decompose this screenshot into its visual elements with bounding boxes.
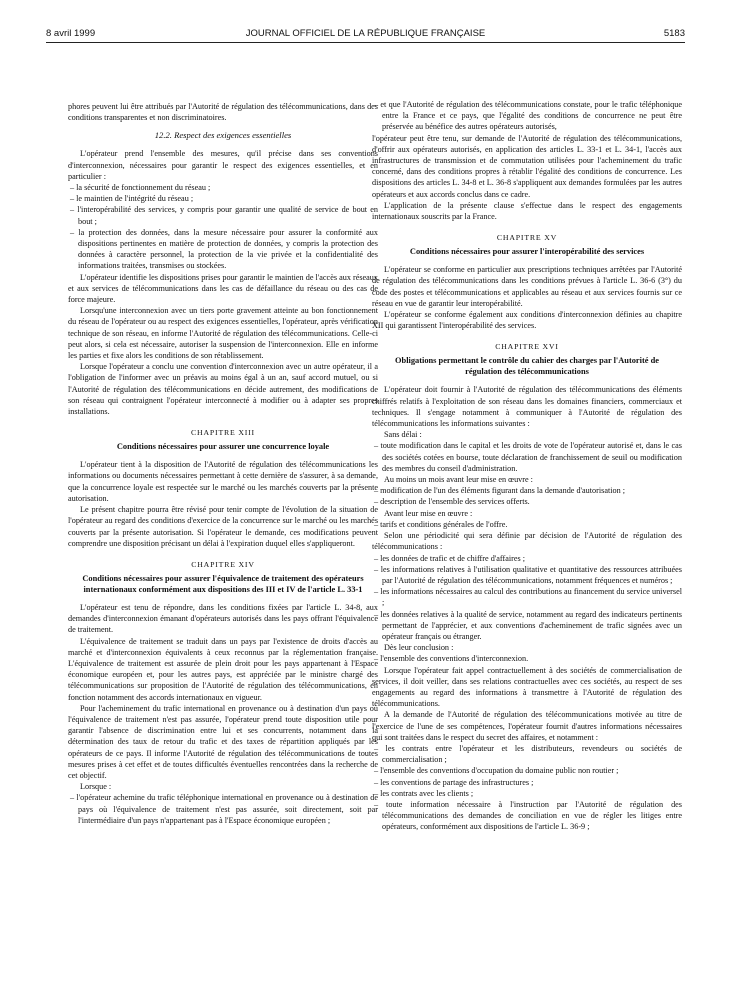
list-item: – la sécurité de fonctionnement du réseau ; (70, 183, 211, 193)
page-number: 5183 (663, 28, 685, 39)
list-item: – la protection des données, dans la mesure nécessaire pour assurer la conformité aux dispositions pertinentes en matière de protection de données, y compris la protection des données à caractère personnel, la protection de la vie privée et la confidentialité des informations traitées, transmises ou stockées. (70, 227, 378, 271)
chapter-title: Conditions nécessaires pour assurer l'interopérabilité des services (409, 247, 645, 257)
header-rule (46, 42, 685, 43)
list-item: – toute modification dans le capital et les droits de vote de l'opérateur autorisé et, dans le cas des sociétés cotées en bourse, toute déclaration de franchissement de seuil ou modification des membres du conseil d'administration. (374, 441, 682, 473)
paragraph: L'application de la présente clause s'effectue dans le respect des engagements internationaux souscrits par la France. (372, 200, 682, 222)
list-item: – modification de l'un des éléments figurant dans la demande d'autorisation ; (374, 486, 626, 496)
chapter-heading: CHAPITRE XVI (495, 342, 559, 352)
list-item: – description de l'ensemble des services offerts. (374, 497, 530, 507)
paragraph: Lorsque l'opérateur a conclu une convention d'interconnexion avec un autre opérateur, il a l'obligation de l'informer avec un préavis au moins égal à un an, sauf accord mutuel, ou si l'Autorité de régulation des télécommunications en décide autrement, des modifications de son réseau qui contraignent l'opérateur interconnecté à modifier ou à adapter ses propres installations. (68, 362, 378, 417)
list-item: – les contrats avec les clients ; (374, 788, 474, 798)
paragraph: Dès leur conclusion : (384, 643, 454, 653)
paragraph: phores peuvent lui être attribués par l'Autorité de régulation des télécommunications, dans des conditions transparentes et non discriminatoires. (68, 102, 378, 123)
list-item: – toute information nécessaire à l'instruction par l'Autorité de régulation des télécommunications des demandes de conciliation en vue de régler les litiges entre opérateurs, conformément aux dispositions de l'article L. 36-9 ; (374, 799, 682, 832)
paragraph: L'équivalence de traitement se traduit dans un pays par l'existence de droits d'accès au marché et d'interconnexion équivalents à ceux reconnus par la réglementation française. L'équivalence de traitement est assurée de plein droit pour les pays appartenant à l'Espace économique européen et, pour les autres pays, est appréciée par le ministre chargé des télécommunications sur proposition de l'Autorité de régulation des télécommunications, en fonction notamment des accords internationaux en vigueur. (68, 636, 378, 702)
paragraph: L'opérateur doit fournir à l'Autorité de régulation des télécommunications des éléments chiffrés relatifs à l'exploitation de son réseau dans les domaines financiers, commerciaux et techniques. Il s'engage notamment à communiquer à l'Autorité de régulation des télécommunications les informations suivantes : (372, 385, 682, 429)
list-item: – les conventions de partage des infrastructures ; (374, 777, 534, 787)
paragraph: Le présent chapitre pourra être révisé pour tenir compte de l'évolution de la situation de l'opérateur au regard des conditions d'exercice de la concurrence sur le marché ou les marchés couverts par la présente autorisation. Si l'opérateur le demande, ces modifications peuvent comprendre une disposition précisant un délai à l'expiration duquel elles s'appliqueront. (68, 505, 378, 548)
list-item: – les informations relatives à l'utilisation qualitative et quantitative des ressources attribuées par l'Autorité de régulation des télécommunications, notamment fréquences et numéros ; (374, 564, 682, 585)
running-header (46, 28, 685, 42)
chapter-heading: CHAPITRE XIII (191, 428, 255, 438)
list-item: – l'interopérabilité des services, y compris pour garantir une qualité de service de bout en bout ; (70, 205, 378, 226)
paragraph: L'opérateur se conforme également aux conditions d'interconnexion définies au chapitre XII qui garantissent l'interopérabilité des services. (372, 310, 682, 331)
list-item: – l'ensemble des conventions d'occupation du domaine public non routier ; (374, 766, 619, 776)
right-column (372, 99, 682, 833)
list-item: – le maintien de l'intégrité du réseau ; (70, 194, 194, 204)
journal-title: JOURNAL OFFICIEL DE LA RÉPUBLIQUE FRANÇAISE (245, 28, 486, 39)
list-item: – et que l'Autorité de régulation des télécommunications constate, pour le trafic téléphonique entre la France et ce pays, que l'égalité des conditions de concurrence ne peut être préservée au bénéfice des autres opérateurs autorisés, (374, 100, 682, 132)
left-column (68, 101, 378, 826)
section-heading: 12.2. Respect des exigences essentielles (154, 130, 292, 141)
paragraph: L'opérateur tient à la disposition de l'Autorité de régulation des télécommunications les informations ou documents nécessaires permettant à cette dernière de s'assurer, à sa demande, que la concurrence loyale est respectée sur le marché ou les marchés couverts par la présente autorisation. (68, 460, 378, 503)
chapter-title: Conditions nécessaires pour assurer l'équivalence de traitement des opérateurs internationaux conformément aux dispositions des III et IV de l'article L. 33-1 (82, 573, 364, 594)
list-item: – l'opérateur achemine du trafic téléphonique international en provenance ou à destination de pays où l'équivalence de traitement n'est pas assurée, soit directement, soit par l'intermédiaire d'un pays n'appartenant pas à l'Espace économique européen ; (70, 793, 378, 825)
paragraph: L'opérateur identifie les dispositions prises pour garantir le maintien de l'accès aux réseaux et aux services de télécommunications dans les cas de défaillance du réseau ou des cas de force majeure. (68, 272, 378, 305)
paragraph: Selon une périodicité qui sera définie par décision de l'Autorité de régulation des télécommunications : (372, 531, 682, 552)
list-item: – tarifs et conditions générales de l'offre. (374, 519, 508, 529)
list-item: – les contrats entre l'opérateur et les distributeurs, revendeurs ou sociétés de commercialisation ; (374, 743, 682, 765)
list-item: – les données de trafic et de chiffre d'affaires ; (374, 553, 525, 563)
paragraph: Sans délai : (384, 430, 422, 440)
header-date: 8 avril 1999 (46, 28, 96, 39)
paragraph: Lorsque l'opérateur fait appel contractuellement à des sociétés de commercialisation de services, il doit veiller, dans ses relations contractuelles avec ces sociétés, au respect de ses engagements au regard des informations à transmettre à l'Autorité de régulation des télécommunications. (372, 665, 682, 709)
chapter-title: Conditions nécessaires pour assurer une concurrence loyale (116, 442, 330, 452)
paragraph: Avant leur mise en œuvre : (384, 508, 473, 518)
chapter-heading: CHAPITRE XV (496, 233, 558, 243)
paragraph: L'opérateur est tenu de répondre, dans les conditions fixées par l'article L. 34-8, aux demandes d'interconnexion émanant d'opérateurs autorisés dans les pays offrant l'équivalence de traitement. (68, 602, 378, 635)
list-item: – les données relatives à la qualité de service, notamment au regard des indicateurs pertinents permettant de l'apprécier, et aux conventions d'acheminement de trafic signées avec un opérateur français ou étranger. (374, 609, 682, 641)
chapter-title: Obligations permettant le contrôle du cahier des charges par l'Autorité de régulation des télécommunications (395, 356, 659, 377)
paragraph: L'opérateur prend l'ensemble des mesures, qu'il précise dans ses conventions d'interconnexion, nécessaires pour garantir le respect des exigences essentielles, et en particulier : (68, 149, 378, 181)
paragraph: L'opérateur se conforme en particulier aux prescriptions techniques arrêtées par l'Autorité de régulation des télécommunications dans les conditions prévues à l'article L. 36-6 (3°) du code des postes et télécommunications et applicables au réseau et aux services fournis sur ce réseau en vue de garantir leur interopérabilité. (372, 265, 682, 308)
paragraph: Au moins un mois avant leur mise en œuvre : (384, 475, 533, 485)
paragraph: Pour l'acheminement du trafic international en provenance ou à destination d'un pays où l'équivalence de traitement n'est pas assurée, l'opérateur prend toute disposition utile pour garantir l'absence de discrimination entre lui et ses concurrents, notamment dans la détermination des taux de retour du trafic et des taxes de répartition appliqués par les opérateurs de ce pays. Il informe l'Autorité de régulation des télécommunications de toutes mesures prises à cet effet et de toutes difficultés éventuelles rencontrées dans la recherche de cet objectif. (68, 703, 378, 780)
paragraph: l'opérateur peut être tenu, sur demande de l'Autorité de régulation des télécommunications, d'offrir aux opérateurs autorisés, en application des articles L. 33-1 et L. 34-1, l'accès aux infrastructures de transmission et de commutation utilisées pour l'acheminement du trafic concerné, dans des conditions propres à rétablir l'égalité des conditions de concurrence. Les dispositions des articles L. 34-8 et L. 36-8 s'appliquent aux demandes formulées par les autres opérateurs et aux accords conclus dans ce cadre. (372, 133, 682, 199)
paragraph: A la demande de l'Autorité de régulation des télécommunications motivée au titre de l'exercice de l'une de ses compétences, l'opérateur fournit d'autres informations nécessaires qui sont traitées dans le respect du secret des affaires, et notamment : (372, 710, 682, 742)
paragraph: Lorsqu'une interconnexion avec un tiers porte gravement atteinte au bon fonctionnement du réseau de l'opérateur ou au respect des exigences essentielles, l'opérateur, après vérification technique de son réseau, en informe l'Autorité de régulation des télécommunications. Celle-ci peut alors, si cela est nécessaire, autoriser la suspension de l'interconnexion. Elle en informe les parties et fixe alors les conditions de son rétablissement. (68, 306, 378, 361)
paragraph: Lorsque : (80, 782, 112, 792)
chapter-heading: CHAPITRE XIV (191, 559, 255, 569)
list-item: – l'ensemble des conventions d'interconnexion. (374, 654, 529, 664)
list-item: – les informations nécessaires au calcul des contributions au financement du service universel ; (374, 587, 682, 608)
